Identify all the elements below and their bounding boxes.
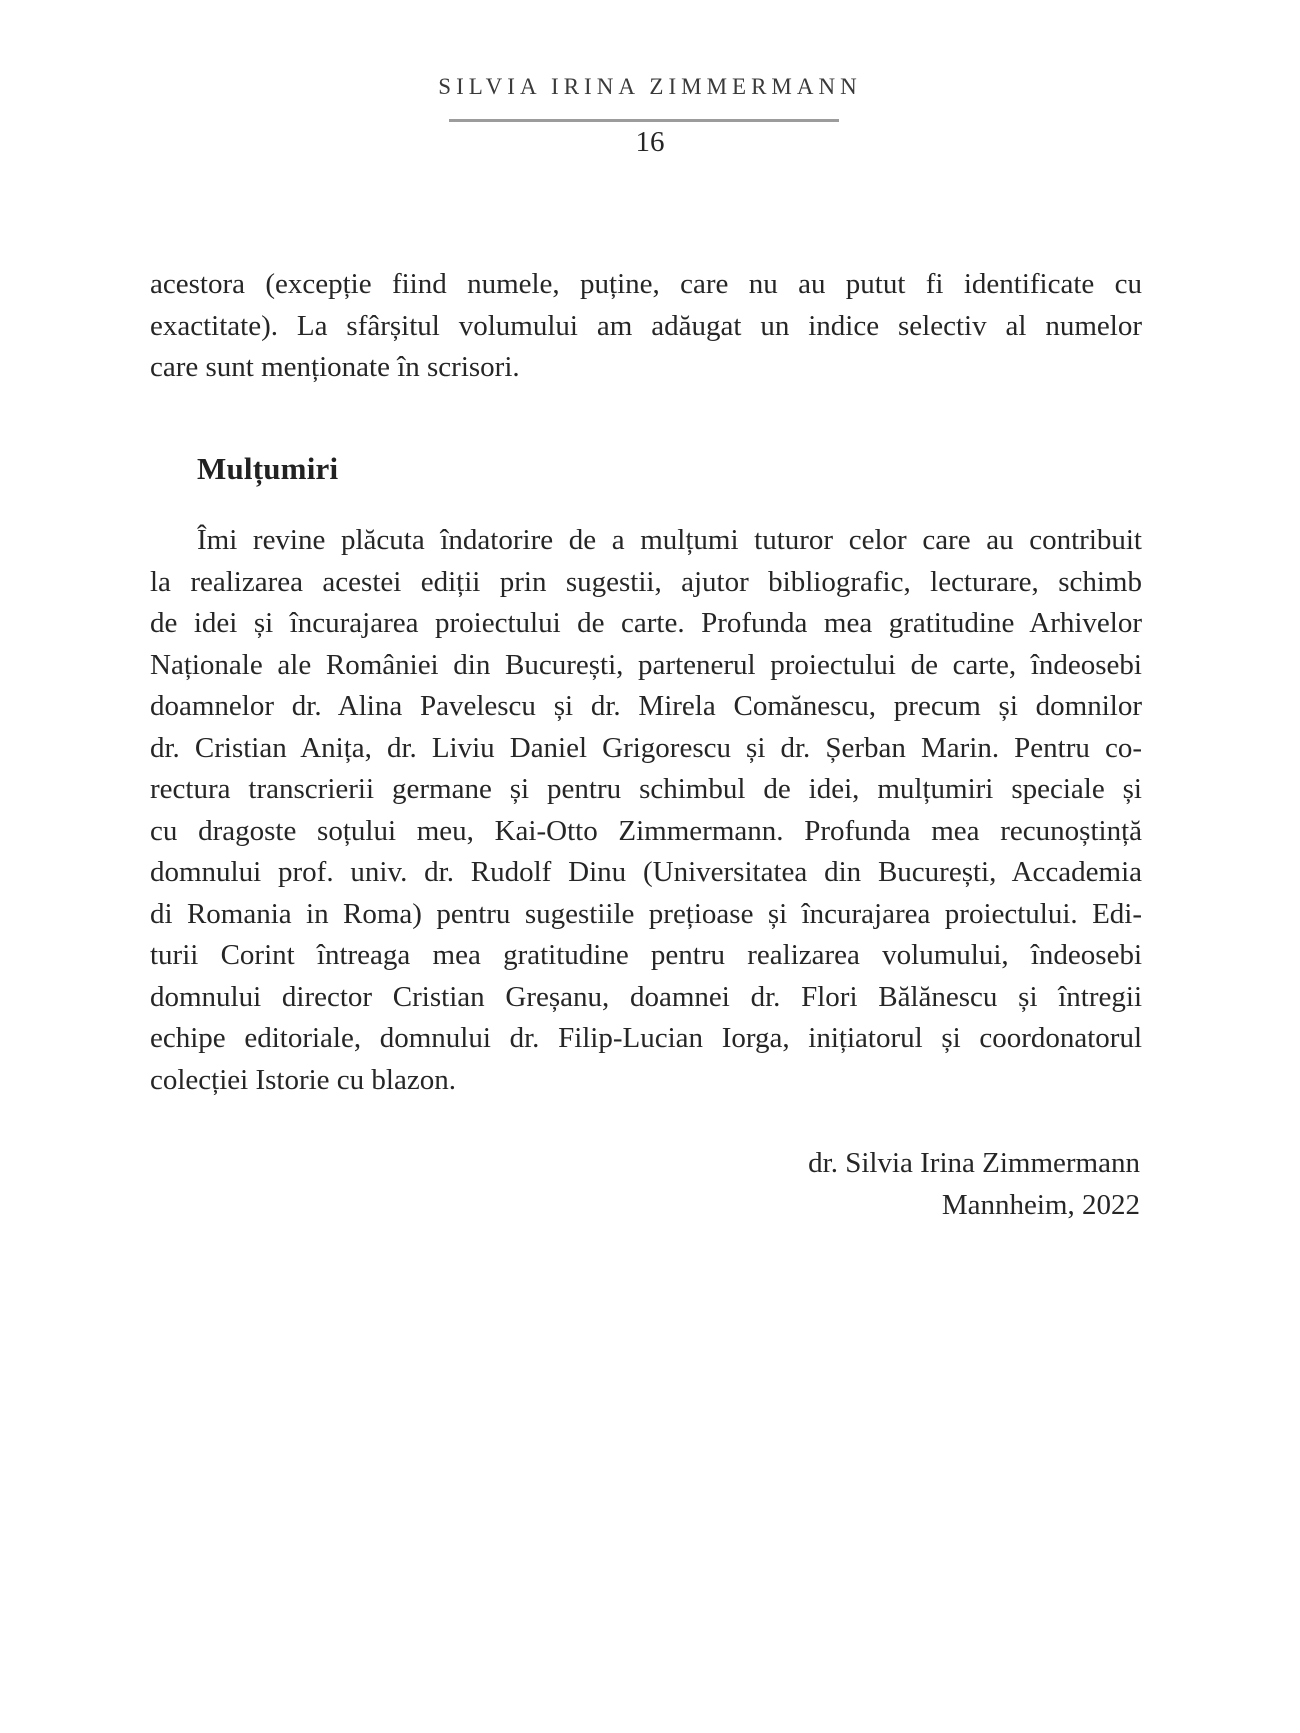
text-line: cu dragoste soțului meu, Kai-Otto Zimmermann. Profunda mea recunoștință <box>150 814 1142 847</box>
text-line: Îmi revine plăcuta îndatorire de a mulțumi tuturor celor care au contribuit <box>197 524 1142 556</box>
text-line: domnului director Cristian Greșanu, doamnei dr. Flori Bălănescu și întregii <box>150 980 1142 1013</box>
text-line: turii Corint întreaga mea gratitudine pentru realizarea volumului, îndeosebi <box>150 939 1142 971</box>
text-line: doamnelor dr. Alina Pavelescu și dr. Mirela Comănescu, precum și domnilor <box>150 690 1142 722</box>
acknowledgments-paragraph <box>150 520 1142 1101</box>
text-line: la realizarea acestei ediții prin sugestii, ajutor bibliografic, lecturare, schimb <box>150 565 1142 598</box>
signature-place-date: Mannheim, 2022 <box>941 1189 1140 1221</box>
running-header-author: SILVIA IRINA ZIMMERMANN <box>438 74 862 99</box>
text-line: rectura transcrierii germane și pentru schimbul de idei, mulțumiri speciale și <box>150 773 1142 805</box>
paragraph-continuation <box>150 264 1142 389</box>
text-line: Naționale ale României din București, partenerul proiectului de carte, îndeosebi <box>150 648 1142 681</box>
signature-block <box>808 1142 1140 1226</box>
text-line: echipe editoriale, domnului dr. Filip-Lucian Iorga, inițiatorul și coordonatorul <box>150 1022 1142 1054</box>
text-line: de idei și încurajarea proiectului de carte. Profunda mea gratitudine Arhivelor <box>150 607 1142 639</box>
text-line: di Romania in Roma) pentru sugestiile prețioase și încurajarea proiectului. Edi- <box>150 897 1142 930</box>
text-line: care sunt menționate în scrisori. <box>150 351 520 383</box>
text-line: dr. Cristian Anița, dr. Liviu Daniel Grigorescu și dr. Șerban Marin. Pentru co- <box>150 731 1142 764</box>
text-line: exactitate). La sfârșitul volumului am adăugat un indice selectiv al numelor <box>150 309 1142 342</box>
section-heading-multumiri: Mulțumiri <box>197 451 339 486</box>
page-number: 16 <box>635 126 665 158</box>
text-line: acestora (excepție fiind numele, puține, care nu au putut fi identificate cu <box>150 268 1142 300</box>
text-line: domnului prof. univ. dr. Rudolf Dinu (Universitatea din București, Accademia <box>150 856 1142 888</box>
header-rule-divider <box>449 119 839 122</box>
signature-name: dr. Silvia Irina Zimmermann <box>808 1147 1140 1179</box>
text-line: colecției Istorie cu blazon. <box>150 1063 456 1096</box>
